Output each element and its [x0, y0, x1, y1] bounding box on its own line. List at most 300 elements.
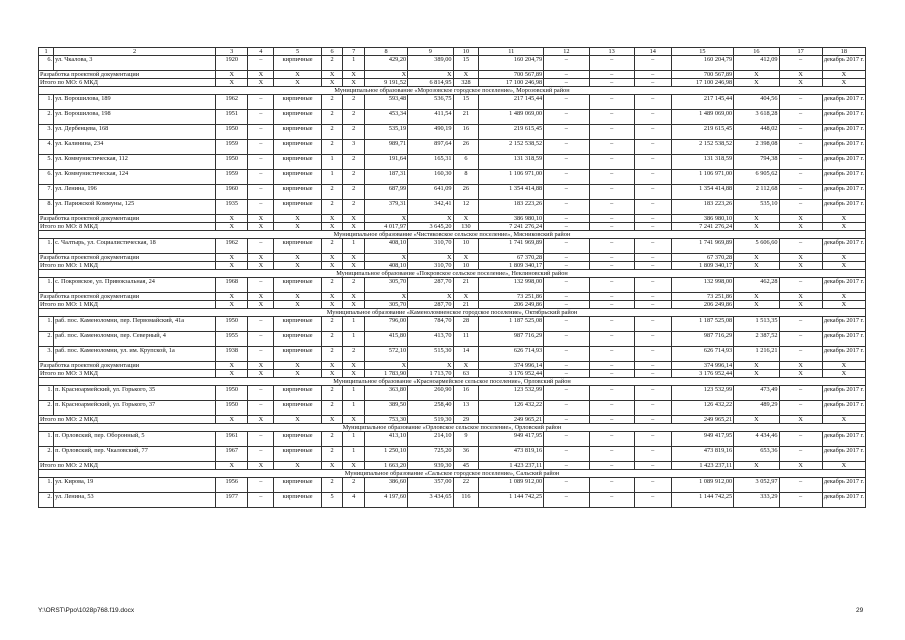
- table-cell: 2: [321, 432, 343, 447]
- table-cell: –: [589, 386, 634, 401]
- table-cell: –: [634, 200, 671, 215]
- table-cell: 132 998,00: [479, 278, 544, 293]
- table-cell: 2: [321, 200, 343, 215]
- table-cell: –: [544, 416, 589, 424]
- table-cell: 2: [343, 278, 365, 293]
- table-cell: X: [779, 223, 822, 231]
- table-cell: 2 152 538,52: [671, 140, 734, 155]
- table-cell: X: [734, 370, 779, 378]
- table-cell: –: [634, 432, 671, 447]
- table-cell: X: [779, 293, 822, 301]
- table-cell: X: [216, 71, 248, 79]
- table-cell: 2: [321, 332, 343, 347]
- table-cell: 131 318,59: [479, 155, 544, 170]
- table-cell: X: [822, 462, 865, 470]
- table-cell: X: [321, 262, 343, 270]
- table-cell: 1.: [39, 317, 54, 332]
- table-cell: кирпичные: [274, 155, 322, 170]
- table-cell: –: [589, 478, 634, 493]
- table-cell: –: [248, 200, 274, 215]
- table-cell: 2.: [39, 401, 54, 416]
- table-cell: X: [822, 293, 865, 301]
- table-cell: –: [544, 332, 589, 347]
- table-cell: 641,09: [408, 185, 453, 200]
- table-row: [39, 239, 866, 254]
- table-cell: X: [779, 254, 822, 262]
- table-cell: X: [822, 223, 865, 231]
- table-cell: X: [779, 71, 822, 79]
- table-cell: кирпичные: [274, 332, 322, 347]
- table-cell: –: [544, 447, 589, 462]
- table-cell: –: [779, 110, 822, 125]
- table-cell: декабрь 2017 г.: [822, 432, 865, 447]
- table-cell: –: [544, 370, 589, 378]
- table-cell: X: [364, 362, 407, 370]
- table-cell: декабрь 2017 г.: [822, 347, 865, 362]
- table-cell: 2: [343, 110, 365, 125]
- column-number: 3: [216, 48, 248, 56]
- table-cell: –: [589, 223, 634, 231]
- table-cell: X: [453, 254, 479, 262]
- table-cell: X: [321, 79, 343, 87]
- table-cell: –: [589, 370, 634, 378]
- table-cell: 2: [321, 278, 343, 293]
- table-cell: 626 714,93: [671, 347, 734, 362]
- table-cell: –: [589, 462, 634, 470]
- table-cell: X: [343, 362, 365, 370]
- table-cell: X: [216, 254, 248, 262]
- table-cell: –: [779, 401, 822, 416]
- table-cell: 206 249,86: [671, 301, 734, 309]
- table-cell: 187,31: [364, 170, 407, 185]
- table-cell: X: [274, 254, 322, 262]
- table-cell: X: [343, 462, 365, 470]
- table-cell: X: [734, 223, 779, 231]
- table-cell: 1 089 912,00: [479, 478, 544, 493]
- table-cell: –: [634, 223, 671, 231]
- column-number: 11: [479, 48, 544, 56]
- table-cell: кирпичные: [274, 478, 322, 493]
- table-cell: –: [248, 386, 274, 401]
- table-row: [39, 493, 866, 508]
- table-cell: X: [216, 362, 248, 370]
- table-cell: –: [779, 95, 822, 110]
- table-cell: –: [544, 79, 589, 87]
- table-cell: 1 187 525,08: [479, 317, 544, 332]
- table-cell: –: [634, 347, 671, 362]
- table-cell: –: [779, 447, 822, 462]
- design-docs-row: [39, 362, 866, 370]
- table-cell: 7 241 276,24: [671, 223, 734, 231]
- address-cell: ул. Коммунистическая, 112: [54, 155, 216, 170]
- table-cell: 989,71: [364, 140, 407, 155]
- table-cell: 535,10: [734, 200, 779, 215]
- column-number: 16: [734, 48, 779, 56]
- table-cell: X: [343, 370, 365, 378]
- total-row: [39, 301, 866, 309]
- table-cell: 2: [321, 239, 343, 254]
- table-row: [39, 125, 866, 140]
- table-cell: X: [343, 416, 365, 424]
- table-cell: 1: [343, 317, 365, 332]
- table-cell: X: [274, 362, 322, 370]
- table-cell: –: [248, 110, 274, 125]
- table-cell: –: [589, 185, 634, 200]
- table-cell: –: [248, 478, 274, 493]
- table-cell: X: [734, 79, 779, 87]
- address-cell: ул. Ленина, 196: [54, 185, 216, 200]
- table-cell: 15: [453, 95, 479, 110]
- table-cell: декабрь 2017 г.: [822, 478, 865, 493]
- table-cell: 949 417,95: [671, 432, 734, 447]
- table-cell: 1962: [216, 95, 248, 110]
- table-cell: 1 423 237,11: [671, 462, 734, 470]
- table-cell: 2 112,68: [734, 185, 779, 200]
- table-cell: –: [544, 223, 589, 231]
- table-cell: 939,30: [408, 462, 453, 470]
- table-cell: 453,34: [364, 110, 407, 125]
- table-cell: –: [589, 401, 634, 416]
- table-cell: 1 354 414,88: [671, 185, 734, 200]
- table-cell: –: [248, 140, 274, 155]
- table-cell: 258,40: [408, 401, 453, 416]
- table-cell: 408,10: [364, 262, 407, 270]
- table-cell: 1 783,90: [364, 370, 407, 378]
- section-row: [39, 470, 866, 478]
- table-cell: –: [779, 493, 822, 508]
- table-cell: 794,38: [734, 155, 779, 170]
- table-cell: 1.: [39, 239, 54, 254]
- table-cell: 16: [453, 386, 479, 401]
- table-cell: 26: [453, 185, 479, 200]
- table-cell: –: [634, 79, 671, 87]
- table-cell: 6.: [39, 56, 54, 71]
- table-row: [39, 170, 866, 185]
- table-cell: –: [589, 71, 634, 79]
- table-cell: X: [274, 71, 322, 79]
- table-cell: 4: [343, 493, 365, 508]
- table-cell: 1959: [216, 140, 248, 155]
- table-row: [39, 278, 866, 293]
- table-cell: 413,70: [408, 332, 453, 347]
- table-cell: 1961: [216, 432, 248, 447]
- table-cell: 3.: [39, 125, 54, 140]
- table-cell: кирпичные: [274, 170, 322, 185]
- table-cell: X: [321, 362, 343, 370]
- table-cell: 1.: [39, 95, 54, 110]
- table-cell: 411,54: [408, 110, 453, 125]
- table-cell: 2: [321, 185, 343, 200]
- table-cell: 22: [453, 478, 479, 493]
- table-cell: –: [544, 301, 589, 309]
- table-cell: декабрь 2017 г.: [822, 170, 865, 185]
- table-cell: 10: [453, 262, 479, 270]
- table-cell: –: [248, 493, 274, 508]
- table-cell: –: [248, 125, 274, 140]
- table-cell: кирпичные: [274, 317, 322, 332]
- table-cell: –: [248, 278, 274, 293]
- table-cell: 462,28: [734, 278, 779, 293]
- table-cell: –: [544, 462, 589, 470]
- table-cell: –: [634, 185, 671, 200]
- table-cell: –: [544, 347, 589, 362]
- table-cell: –: [544, 293, 589, 301]
- table-cell: 572,10: [364, 347, 407, 362]
- table-cell: 2.: [39, 332, 54, 347]
- table-cell: X: [216, 223, 248, 231]
- table-cell: –: [544, 140, 589, 155]
- table-cell: X: [343, 223, 365, 231]
- table-cell: –: [544, 362, 589, 370]
- table-cell: 1959: [216, 170, 248, 185]
- table-cell: –: [634, 278, 671, 293]
- table-cell: 305,70: [364, 278, 407, 293]
- table-cell: –: [589, 301, 634, 309]
- table-cell: 11: [453, 332, 479, 347]
- document-sheet: [38, 47, 866, 508]
- table-cell: –: [589, 416, 634, 424]
- table-cell: X: [822, 79, 865, 87]
- table-cell: –: [544, 110, 589, 125]
- table-cell: X: [343, 293, 365, 301]
- table-cell: –: [589, 278, 634, 293]
- table-cell: 536,75: [408, 95, 453, 110]
- table-cell: 1: [343, 401, 365, 416]
- municipality-heading: Муниципальное образование «Сальское городское поселение», Сальский район: [39, 470, 866, 478]
- table-cell: X: [248, 79, 274, 87]
- table-cell: –: [589, 262, 634, 270]
- column-number: 8: [364, 48, 407, 56]
- address-cell: ул. Дербенцева, 168: [54, 125, 216, 140]
- table-cell: 1950: [216, 386, 248, 401]
- municipality-heading: Муниципальное образование «Красноармейское сельское поселение», Орловский район: [39, 378, 866, 386]
- table-cell: 310,70: [408, 262, 453, 270]
- table-cell: –: [589, 317, 634, 332]
- table-cell: –: [634, 170, 671, 185]
- table-cell: 1950: [216, 401, 248, 416]
- table-cell: 2: [343, 478, 365, 493]
- table-cell: 214,10: [408, 432, 453, 447]
- table-cell: 26: [453, 140, 479, 155]
- table-cell: 6 814,95: [408, 79, 453, 87]
- table-cell: декабрь 2017 г.: [822, 447, 865, 462]
- table-cell: 2 398,08: [734, 140, 779, 155]
- address-cell: с. Покровское, ул. Привокзальная, 24: [54, 278, 216, 293]
- row-label: Разработка проектной документации: [39, 215, 216, 223]
- table-cell: X: [248, 71, 274, 79]
- municipality-heading: Муниципальное образование «Чистяковское сельское поселение», Мясниковский район: [39, 231, 866, 239]
- table-cell: –: [544, 215, 589, 223]
- table-cell: 687,99: [364, 185, 407, 200]
- table-cell: X: [822, 362, 865, 370]
- table-cell: 784,70: [408, 317, 453, 332]
- table-cell: X: [779, 262, 822, 270]
- table-cell: 1 354 414,88: [479, 185, 544, 200]
- table-cell: 4 017,97: [364, 223, 407, 231]
- table-cell: –: [634, 401, 671, 416]
- table-cell: 73 251,86: [671, 293, 734, 301]
- table-cell: –: [544, 125, 589, 140]
- table-cell: 626 714,93: [479, 347, 544, 362]
- table-cell: X: [274, 262, 322, 270]
- table-cell: X: [734, 71, 779, 79]
- table-cell: X: [779, 215, 822, 223]
- table-cell: –: [634, 254, 671, 262]
- table-cell: 73 251,86: [479, 293, 544, 301]
- table-cell: X: [321, 301, 343, 309]
- column-number: 10: [453, 48, 479, 56]
- table-cell: X: [274, 370, 322, 378]
- table-cell: –: [544, 95, 589, 110]
- table-cell: X: [321, 370, 343, 378]
- table-cell: –: [544, 432, 589, 447]
- table-cell: 3: [343, 140, 365, 155]
- table-cell: 2: [321, 95, 343, 110]
- table-cell: X: [274, 215, 322, 223]
- table-cell: 116: [453, 493, 479, 508]
- table-cell: 310,70: [408, 239, 453, 254]
- table-cell: –: [589, 332, 634, 347]
- address-cell: раб. пос. Каменоломни, пер. Первомайский, 41а: [54, 317, 216, 332]
- table-cell: –: [634, 215, 671, 223]
- table-cell: 4.: [39, 140, 54, 155]
- table-cell: 1 489 069,00: [671, 110, 734, 125]
- total-row: [39, 416, 866, 424]
- table-cell: 17 100 246,98: [671, 79, 734, 87]
- table-cell: 2.: [39, 493, 54, 508]
- table-cell: X: [321, 223, 343, 231]
- table-cell: 2: [343, 125, 365, 140]
- file-path: Y:\ORST\Ppo\1028p768.f19.docx: [38, 607, 135, 614]
- table-cell: 206 249,86: [479, 301, 544, 309]
- table-cell: 386,60: [364, 478, 407, 493]
- table-cell: 1935: [216, 200, 248, 215]
- table-cell: X: [779, 301, 822, 309]
- table-cell: 1968: [216, 278, 248, 293]
- table-cell: X: [822, 215, 865, 223]
- table-cell: 15: [453, 56, 479, 71]
- table-cell: 1 144 742,25: [671, 493, 734, 508]
- address-cell: п. Орловский, пер. Чкаловский, 77: [54, 447, 216, 462]
- table-row: [39, 185, 866, 200]
- table-cell: –: [634, 140, 671, 155]
- table-cell: –: [779, 432, 822, 447]
- table-cell: –: [589, 239, 634, 254]
- table-cell: –: [589, 254, 634, 262]
- table-cell: –: [589, 95, 634, 110]
- table-cell: –: [589, 125, 634, 140]
- table-cell: декабрь 2017 г.: [822, 386, 865, 401]
- table-cell: X: [364, 215, 407, 223]
- table-cell: X: [274, 462, 322, 470]
- table-cell: 2: [343, 170, 365, 185]
- table-cell: X: [321, 462, 343, 470]
- table-cell: X: [216, 462, 248, 470]
- table-cell: 287,70: [408, 278, 453, 293]
- table-cell: X: [453, 215, 479, 223]
- table-cell: 389,50: [364, 401, 407, 416]
- table-cell: 1: [343, 56, 365, 71]
- table-cell: X: [779, 462, 822, 470]
- column-number: 9: [408, 48, 453, 56]
- table-cell: 165,31: [408, 155, 453, 170]
- table-cell: X: [274, 416, 322, 424]
- table-cell: –: [589, 493, 634, 508]
- table-cell: 28: [453, 317, 479, 332]
- table-cell: X: [248, 215, 274, 223]
- table-cell: X: [408, 71, 453, 79]
- table-cell: 260,90: [408, 386, 453, 401]
- table-cell: декабрь 2017 г.: [822, 278, 865, 293]
- table-cell: 1 106 971,00: [671, 170, 734, 185]
- table-cell: –: [544, 386, 589, 401]
- table-cell: кирпичные: [274, 140, 322, 155]
- table-cell: –: [634, 317, 671, 332]
- table-cell: X: [343, 79, 365, 87]
- table-cell: X: [364, 71, 407, 79]
- table-cell: 1960: [216, 185, 248, 200]
- table-cell: 357,00: [408, 478, 453, 493]
- table-cell: 408,10: [364, 239, 407, 254]
- table-cell: 2 387,52: [734, 332, 779, 347]
- table-cell: X: [274, 223, 322, 231]
- table-cell: 415,80: [364, 332, 407, 347]
- table-cell: 9: [453, 432, 479, 447]
- table-cell: 1 423 237,11: [479, 462, 544, 470]
- table-cell: 448,02: [734, 125, 779, 140]
- table-cell: X: [248, 223, 274, 231]
- table-cell: 725,20: [408, 447, 453, 462]
- table-cell: декабрь 2017 г.: [822, 110, 865, 125]
- total-row: [39, 462, 866, 470]
- table-cell: –: [634, 416, 671, 424]
- table-cell: 160,30: [408, 170, 453, 185]
- table-cell: X: [734, 362, 779, 370]
- table-cell: –: [544, 239, 589, 254]
- table-cell: X: [321, 215, 343, 223]
- table-cell: –: [589, 447, 634, 462]
- page-number: 29: [856, 607, 864, 614]
- table-row: [39, 317, 866, 332]
- table-cell: 1.: [39, 386, 54, 401]
- table-cell: 36: [453, 447, 479, 462]
- table-cell: –: [779, 239, 822, 254]
- table-cell: –: [634, 293, 671, 301]
- table-cell: кирпичные: [274, 278, 322, 293]
- table-cell: 287,70: [408, 301, 453, 309]
- table-cell: 1950: [216, 155, 248, 170]
- table-cell: X: [248, 262, 274, 270]
- table-cell: X: [343, 71, 365, 79]
- table-cell: –: [634, 71, 671, 79]
- table-cell: 1 741 969,89: [671, 239, 734, 254]
- table-cell: X: [408, 293, 453, 301]
- table-cell: 333,29: [734, 493, 779, 508]
- table-cell: 363,80: [364, 386, 407, 401]
- table-cell: –: [544, 401, 589, 416]
- table-cell: декабрь 2017 г.: [822, 155, 865, 170]
- table-cell: –: [248, 239, 274, 254]
- table-cell: 249 965,21: [479, 416, 544, 424]
- table-cell: 3 052,97: [734, 478, 779, 493]
- table-cell: –: [589, 362, 634, 370]
- table-cell: 1 106 971,00: [479, 170, 544, 185]
- table-cell: 374 996,14: [671, 362, 734, 370]
- address-cell: раб. пос. Каменоломни, пер. Северный, 4: [54, 332, 216, 347]
- table-cell: декабрь 2017 г.: [822, 140, 865, 155]
- table-cell: 2: [321, 447, 343, 462]
- table-cell: 1977: [216, 493, 248, 508]
